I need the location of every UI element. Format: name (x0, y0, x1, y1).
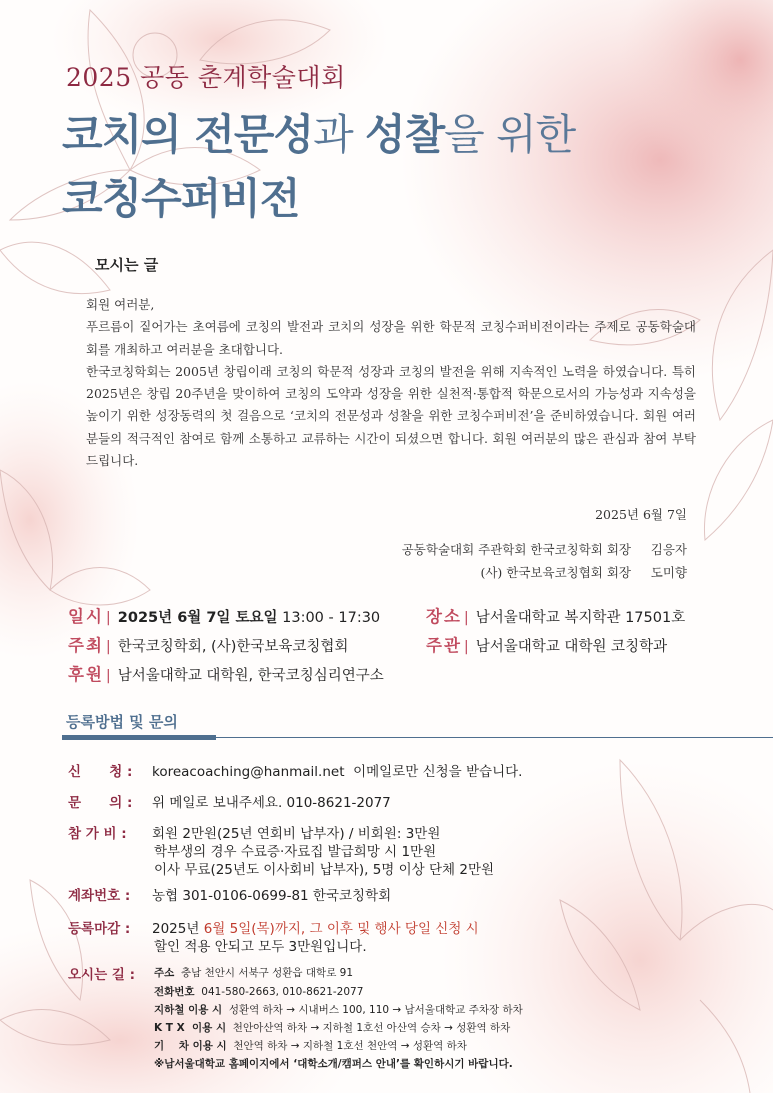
main-title-line2: 코칭수퍼비전 (62, 174, 300, 223)
event-subtitle: 2025 공동 춘계학술대회 (66, 63, 346, 92)
row-label: 계좌번호 : (68, 888, 131, 904)
apply-note: 이메일로만 신청을 받습니다. (353, 764, 523, 780)
title-segment: 을 위한 (444, 110, 576, 159)
deadline-line: 할인 적용 안되고 모두 3만원입니다. (154, 939, 367, 955)
direction-value: 천안아산역 하차 → 지하철 1호선 아산역 승차 → 성환역 하차 (232, 1022, 511, 1034)
info-place: 장소 | 남서울대학교 복지학관 17501호 (426, 607, 686, 626)
direction-line (154, 1038, 467, 1053)
direction-value: 충남 천안시 서북구 성환읍 대학로 91 (180, 967, 354, 979)
info-value: 남서울대학교 대학원, 한국코칭심리연구소 (117, 668, 384, 684)
direction-line (154, 965, 353, 980)
inquiry-row (68, 791, 391, 811)
signer-org: (사) 한국보육코칭협회 회장 (480, 565, 631, 580)
direction-line (154, 1020, 510, 1035)
inquiry-value: 위 메일로 보내주세요. 010-8621-2077 (152, 795, 391, 811)
info-label: 주관 (426, 636, 462, 655)
apply-row (68, 760, 522, 780)
signer-name: 김응자 (650, 542, 687, 557)
row-label: 신 청 : (68, 764, 133, 780)
direction-value: 성환역 하차 → 시내버스 100, 110 → 남서울대학교 주차장 하차 (228, 1004, 523, 1016)
row-label: 문 의 : (68, 795, 133, 811)
deadline-highlight: 6월 5일(목)까지, 그 이후 및 행사 당일 신청 시 (203, 921, 479, 937)
row-label: 참 가 비 : (68, 826, 127, 842)
info-label: 후원 (68, 665, 104, 684)
deadline-prefix: 2025년 (152, 921, 204, 937)
title-segment: 과 (313, 110, 365, 159)
signer-org: 공동학술대회 주관학회 한국코칭학회 회장 (401, 542, 631, 557)
info-time: 13:00 - 17:30 (282, 610, 381, 626)
account-value: 농협 301-0106-0699-81 한국코칭학회 (152, 888, 392, 904)
info-label: 주최 (68, 636, 104, 655)
row-label: 오시는 길 : (68, 967, 135, 983)
letter-paragraph: 푸르름이 짙어가는 초여름에 코칭의 발전과 코치의 성장을 위한 학문적 코칭수퍼비전이라는 주제로 공동학술대회를 개최하고 여러분을 초대합니다. (86, 319, 696, 357)
info-sponsor: 후원 | 남서울대학교 대학원, 한국코칭심리연구소 (68, 665, 384, 684)
direction-key: K T X 이용 시 (154, 1022, 227, 1034)
signature-line (402, 561, 687, 584)
direction-key: 주소 (154, 967, 175, 979)
deadline-row (68, 917, 479, 937)
info-label: 장소 (426, 607, 462, 626)
signature-line (402, 538, 687, 561)
row-label: 등록마감 : (68, 921, 131, 937)
invitation-letter (86, 294, 696, 472)
registration-heading: 등록방법 및 문의 (66, 713, 178, 731)
direction-key: 기 차 이용 시 (154, 1040, 227, 1052)
info-value: 한국코칭학회, (사)한국보육코칭협회 (117, 639, 349, 655)
main-title-line1 (62, 102, 575, 162)
info-host: 주최 | 한국코칭학회, (사)한국보육코칭협회 (68, 636, 349, 655)
direction-line (154, 984, 363, 999)
direction-line (154, 1002, 523, 1017)
direction-value: 천안역 하차 → 지하철 1호선 천안역 → 성환역 하차 (233, 1040, 467, 1052)
info-organizer: 주관 | 남서울대학교 대학원 코칭학과 (426, 636, 668, 655)
salutation: 회원 여러분, (86, 297, 155, 312)
directions-row (68, 963, 152, 983)
info-label: 일시 (68, 607, 104, 626)
signer-name: 도미향 (650, 565, 687, 580)
homepage-note: ※남서울대학교 홈페이지에서 ‘대학소개/캠퍼스 안내’를 확인하시기 바랍니다. (154, 1058, 513, 1070)
info-value: 2025년 6월 7일 토요일 (117, 610, 278, 626)
info-value: 남서울대학교 복지학관 17501호 (475, 610, 686, 626)
account-row (68, 884, 391, 904)
apply-email[interactable]: koreacoaching@hanmail.net (152, 764, 345, 780)
letter-paragraph: 한국코칭학회는 2005년 창립이래 코칭의 학문적 성장과 코칭의 발전을 위해 지속적인 노력을 하였습니다. 특히 2025년은 창립 20주년을 맞이하여 코칭의 도약과 성장을 위한 실천적·통합적 학문으로서의 가능성과 지속성을 높이기 위한 성장동력의 첫 걸음으로 ‘코치의 전문성과 성찰을 위한 코칭수퍼비전’을 준비하였습니다. 회원 여러분들의 적극적인 참여로 함께 소통하고 교류하는 시간이 되셨으면 합니다. 회원 여러분의 많은 관심과 참여 부탁드립니다. (86, 363, 696, 469)
title-segment: 코치의 전문성 (62, 110, 314, 159)
direction-key: 지하철 이용 시 (154, 1004, 223, 1016)
fee-line: 회원 2만원(25년 연회비 납부자) / 비회원: 3만원 (152, 826, 441, 842)
direction-value: 041-580-2663, 010-8621-2077 (201, 986, 364, 998)
signatures (402, 538, 687, 584)
fee-row (68, 822, 440, 842)
info-value: 남서울대학교 대학원 코칭학과 (475, 639, 668, 655)
fee-line: 이사 무료(25년도 이사회비 납부자), 5명 이상 단체 2만원 (154, 862, 495, 878)
title-segment: 성찰 (365, 110, 445, 159)
invitation-heading: 모시는 글 (95, 256, 159, 274)
fee-line: 학부생의 경우 수료증·자료집 발급희망 시 1만원 (154, 844, 437, 860)
info-date: 일시 | 2025년 6월 7일 토요일 13:00 - 17:30 (68, 607, 381, 626)
section-divider-accent (62, 735, 216, 740)
direction-key: 전화번호 (154, 986, 195, 998)
letter-date: 2025년 6월 7일 (595, 507, 687, 522)
